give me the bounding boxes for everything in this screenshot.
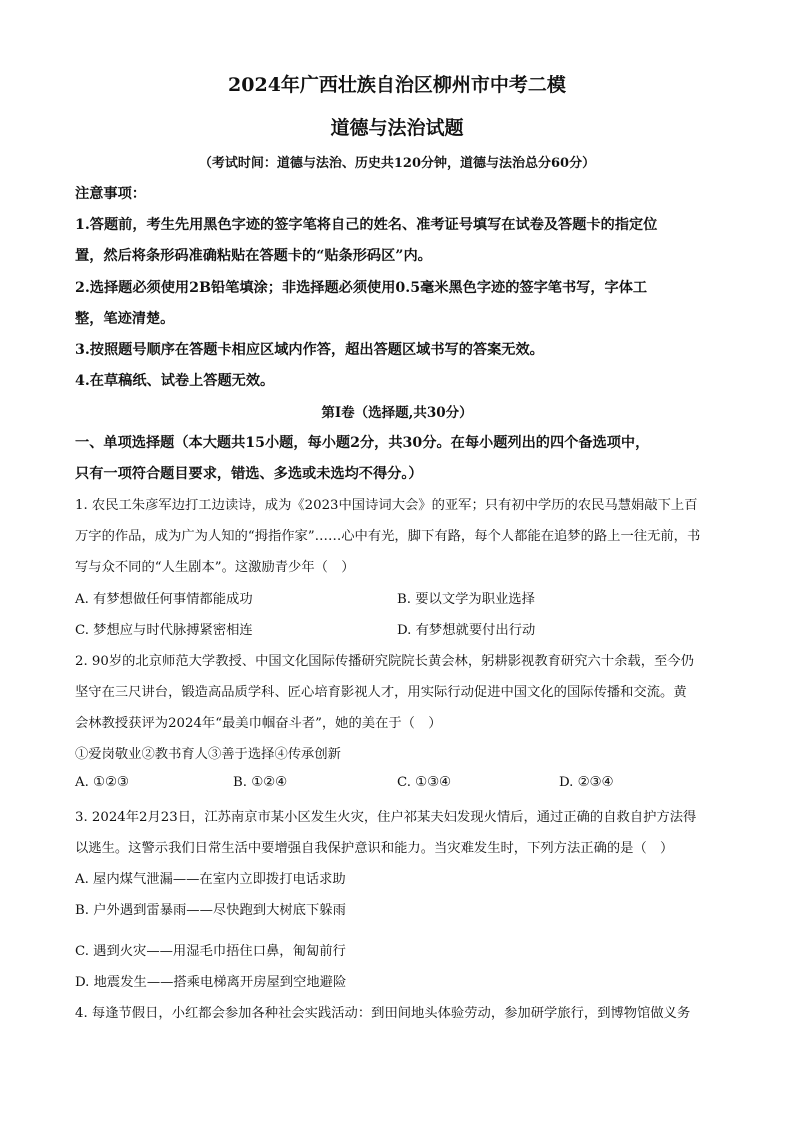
question-3-option-c: C. 遇到火灾——用湿毛巾捂住口鼻，匍匐前行 bbox=[75, 944, 346, 959]
notes-heading: 注意事项： bbox=[75, 186, 146, 202]
question-4-stem: 4. 每逢节假日，小红都会参加各种社会实践活动：到田间地头体验劳动，参加研学旅行，到博物馆做义务 bbox=[75, 1006, 691, 1021]
exam-subtitle: 道德与法治试题 bbox=[330, 117, 464, 139]
question-3-option-b: B. 户外遇到雷暴雨——尽快跑到大树底下躲雨 bbox=[75, 903, 346, 918]
note-line: 整，笔迹清楚。 bbox=[75, 311, 175, 327]
part1-heading: 第Ⅰ卷（选择题,共30分） bbox=[321, 405, 473, 421]
question-1-stem: 1. 农民工朱彦军边打工边读诗，成为《2023中国诗词大会》的亚军；只有初中学历的农民马慧娟敲下上百 bbox=[75, 498, 698, 513]
question-2-option-d: D. ②③④ bbox=[559, 775, 614, 790]
question-2-stem: 2. 90岁的北京师范大学教授、中国文化国际传播研究院院长黄会林，躬耕影视教育研究六十余载，至今仍 bbox=[75, 654, 694, 669]
section-instructions: 一、单项选择题（本大题共15小题，每小题2分，共30分。在每小题列出的四个备选项中， bbox=[75, 435, 650, 451]
question-1-option-a: A. 有梦想做任何事情都能成功 bbox=[75, 592, 253, 607]
note-line: 4.在草稿纸、试卷上答题无效。 bbox=[75, 373, 275, 389]
question-1-option-b: B. 要以文学为职业选择 bbox=[397, 592, 535, 607]
question-3-option-a: A. 屋内煤气泄漏——在室内立即拨打电话求助 bbox=[75, 872, 346, 887]
note-line: 3.按照题号顺序在答题卡相应区域内作答，超出答题区域书写的答案无效。 bbox=[75, 342, 544, 358]
question-2-option-c: C. ①③④ bbox=[397, 775, 451, 790]
question-2-option-a: A. ①②③ bbox=[75, 775, 129, 790]
question-2-choices: ①爱岗敬业②教书育人③善于选择④传承创新 bbox=[75, 747, 341, 762]
question-1-option-d: D. 有梦想就要付出行动 bbox=[397, 623, 536, 638]
question-3-option-d: D. 地震发生——搭乘电梯离开房屋到空地避险 bbox=[75, 975, 347, 990]
note-line: 1.答题前，考生先用黑色字迹的签字笔将自己的姓名、准考证号填写在试卷及答题卡的指定位 bbox=[75, 217, 658, 233]
question-2-option-b: B. ①②④ bbox=[233, 775, 287, 790]
exam-time-info: （考试时间：道德与法治、历史共120分钟，道德与法治总分60分） bbox=[198, 156, 596, 171]
question-2-stem: 坚守在三尺讲台，锻造高品质学科、匠心培育影视人才，用实际行动促进中国文化的国际传播和交流。黄 bbox=[75, 685, 687, 700]
question-3-stem: 3. 2024年2月23日，江苏南京市某小区发生火灾，住户祁某夫妇发现火情后，通过正确的自救自护方法得 bbox=[75, 810, 697, 825]
question-1-stem: 写与众不同的“人生剧本”。这激励青少年（ ） bbox=[75, 560, 355, 575]
note-line: 2.选择题必须使用2B铅笔填涂；非选择题必须使用0.5毫米黑色字迹的签字笔书写，字体工 bbox=[75, 280, 648, 296]
question-2-stem: 会林教授获评为2024年“最美巾帼奋斗者”，她的美在于（ ） bbox=[75, 716, 442, 731]
note-line: 置，然后将条形码准确粘贴在答题卡的“贴条形码区”内。 bbox=[75, 248, 432, 264]
exam-title: 2024年广西壮族自治区柳州市中考二模 bbox=[228, 74, 566, 96]
question-1-stem: 万字的作品，成为广为人知的“拇指作家”……心中有光，脚下有路，每个人都能在追梦的路上一往无前，书 bbox=[75, 529, 701, 544]
section-instructions: 只有一项符合题目要求，错选、多选或未选均不得分。） bbox=[75, 466, 423, 482]
question-3-stem: 以逃生。这警示我们日常生活中要增强自我保护意识和能力。当灾难发生时，下列方法正确的是（ ） bbox=[75, 841, 674, 856]
question-1-option-c: C. 梦想应与时代脉搏紧密相连 bbox=[75, 623, 253, 638]
